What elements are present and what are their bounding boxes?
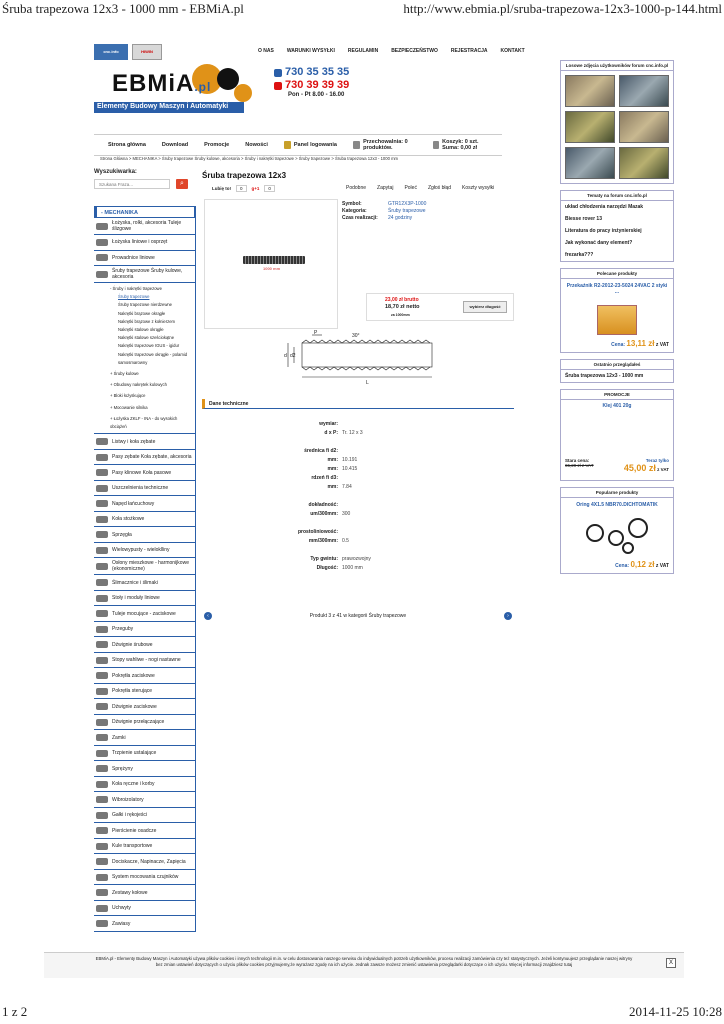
category-icon [96, 438, 108, 445]
subcategory-link[interactable]: Nakrętki brązowe okrągłe [118, 310, 166, 316]
sidebar-category[interactable] [94, 637, 195, 653]
gallery-thumb[interactable] [565, 75, 615, 107]
forum-topics [560, 190, 674, 262]
product-actions [346, 185, 494, 191]
sidebar-category[interactable] [94, 839, 195, 855]
sidebar-category[interactable] [94, 916, 195, 932]
sidebar-category[interactable] [94, 901, 195, 917]
search-button[interactable] [176, 179, 188, 189]
category-icon [96, 595, 108, 602]
search-icon: ⌕ [180, 180, 184, 187]
category-icon [96, 920, 108, 927]
subcategory-link[interactable]: + Śruby kulowe [110, 371, 139, 377]
price-box [366, 293, 514, 321]
social-buttons [212, 185, 275, 192]
gallery-thumb[interactable] [619, 111, 669, 143]
phone-2: 730 39 39 39 [274, 79, 349, 92]
subcategory-link[interactable]: Nakrętki trapezowe IGUS - igidur [118, 343, 180, 349]
print-datetime: 2014-11-25 10:28 [628, 1004, 722, 1019]
category-icon [96, 781, 108, 788]
sidebar-category[interactable] [94, 653, 195, 669]
cnc-forum-logo[interactable]: cnc.info [94, 44, 128, 60]
category-label: Prowadnice liniowe [112, 254, 155, 261]
gallery-thumb[interactable] [565, 147, 615, 179]
logo-subtitle: Elementy Budowy Maszyn i Automatyki [94, 102, 244, 113]
popular-products [560, 487, 674, 574]
web-page [90, 44, 676, 956]
forum-head: Tematy na forum cnc.info.pl [561, 191, 673, 201]
menu-storage[interactable]: Przechowalnia: 0 produktów. [345, 139, 425, 151]
tech-row [202, 545, 514, 554]
sidebar-category[interactable] [94, 870, 195, 886]
sidebar-category[interactable] [94, 684, 195, 700]
category-label: Zamki [112, 734, 126, 741]
category-icon [96, 812, 108, 819]
sidebar-category[interactable] [94, 823, 195, 839]
menu-download[interactable]: Download [161, 142, 189, 148]
tech-row: Długość: 1000 mm [316, 564, 363, 571]
category-icon [96, 469, 108, 476]
relay-image[interactable] [597, 305, 637, 335]
sidebar-category[interactable] [94, 885, 195, 901]
phone-block [274, 66, 349, 98]
category-label: Dociskacze, Napinacze, Zapięcia [112, 858, 186, 865]
tech-row: rdzeń fi d3: [311, 474, 338, 481]
category-icon [96, 254, 108, 261]
tech-row: mm: 10.191 [327, 456, 358, 463]
tech-row [202, 491, 514, 500]
price-gross: 23,00 zł brutto [385, 297, 419, 303]
gallery-thumb[interactable] [619, 147, 669, 179]
print-page-number: 1 z 2 [2, 1004, 28, 1019]
category-icon [96, 843, 108, 850]
category-label: Listwy i koła zębate [112, 438, 156, 445]
category-label: Uchwyty [112, 905, 131, 911]
category-icon [96, 796, 108, 803]
recommended-product-link[interactable]: Przekaźnik R2-2012-23-5024 24VAC 2 styki ... [566, 283, 668, 295]
cookie-banner [44, 952, 684, 978]
nav-security[interactable]: BEZPIECZEŃSTWO [391, 48, 438, 54]
menu-login[interactable]: Panel logowania [276, 141, 345, 149]
category-label: Stopy wahliwe - nogi nastawne [112, 657, 181, 663]
like-button[interactable]: Lubię to! [212, 186, 231, 191]
category-label: Napęd łańcuchowy [112, 500, 155, 507]
pager-text: Produkt 3 z 41 w kategorii Śruby trapezowe [309, 613, 407, 619]
recommended-price: Cena: 13,11 zł z VAT [611, 339, 669, 348]
category-label: Pokrętła sterujące [112, 688, 153, 694]
forum-topic-link[interactable]: Biesse rover 13 [565, 216, 602, 222]
category-label: Ślimacznice i ślimaki [112, 579, 158, 586]
category-icon [96, 239, 108, 246]
sidebar-category[interactable] [94, 591, 195, 607]
category-icon [96, 703, 108, 710]
like-count: 0 [236, 185, 247, 192]
product-main [202, 171, 514, 619]
product-symbol: GTR12X3P-1000 [388, 201, 427, 207]
category-icon [96, 641, 108, 648]
subcategory-link[interactable]: + Łożyska ZKLF - INA - do wysokich obciążeń [110, 415, 178, 430]
search-label: Wyszukiwarka: [94, 169, 137, 175]
right-sidebar [560, 60, 674, 580]
category-label: Trzpienie ustalające [112, 750, 157, 756]
category-icon [96, 688, 108, 695]
svg-text:30°: 30° [352, 333, 360, 339]
nav-register[interactable]: REJESTRACJA [450, 48, 488, 54]
category-icon [96, 223, 108, 230]
nav-about[interactable]: O NAS [258, 48, 274, 54]
svg-text:L: L [366, 380, 369, 386]
phone-1: 730 35 35 35 [274, 66, 349, 79]
category-icon [96, 719, 108, 726]
prev-product-button[interactable]: ‹ [204, 612, 212, 620]
category-icon [96, 626, 108, 633]
recent-product-link[interactable]: Śruba trapezowa 12x3 - 1000 mm [565, 373, 644, 379]
subcategory-link[interactable]: Nakrętki brązowe z kołnierzem [118, 318, 176, 324]
sidebar-category[interactable] [94, 730, 195, 746]
choose-length-button[interactable]: wybierz długość [463, 301, 507, 313]
category-icon [96, 734, 108, 741]
subcategory-link[interactable]: Nakrętki stalowe sześciokątne [118, 335, 175, 341]
svg-text:d: d [284, 353, 287, 359]
menu-promotions[interactable]: Promocje [204, 142, 230, 148]
category-icon [96, 672, 108, 679]
popular-head: Popularne produkty [561, 488, 673, 498]
popular-price: Cena: 0,12 zł z VAT [615, 560, 669, 569]
price-unit: za 1000mm [391, 313, 410, 317]
category-label: System mocowania czujników [112, 874, 179, 880]
category-icon [96, 750, 108, 757]
sidebar-category[interactable] [94, 808, 195, 824]
tech-row: dokładność: [308, 501, 338, 508]
product-category-link[interactable]: Śruby trapezowe [388, 208, 426, 214]
category-label: Wielowypusty - wieloklliny [112, 547, 170, 553]
partner-logo[interactable]: HIWIN [132, 44, 162, 60]
sidebar-category[interactable] [94, 235, 195, 251]
sidebar-category[interactable] [94, 450, 195, 466]
category-icon [96, 454, 108, 461]
category-label: Pierścienie osadcze [112, 827, 157, 834]
sidebar-category[interactable] [94, 792, 195, 808]
category-icon [96, 563, 108, 570]
nav-terms[interactable]: REGULAMIN [347, 48, 379, 54]
main-menu [94, 134, 502, 156]
delivery-time: 24 godziny [388, 215, 413, 221]
sidebar-category[interactable] [94, 746, 195, 762]
recommended-head: Polecane produkty [561, 269, 673, 279]
recommended-products [560, 268, 674, 353]
phone-icon [274, 69, 282, 77]
sidebar-head[interactable]: - MECHANIKA [94, 206, 195, 218]
category-label: Pasy zębate Koła zębate, akcesoria [112, 454, 192, 460]
screw-image [243, 256, 305, 264]
gplus-count: 0 [264, 185, 275, 192]
subcategory-link[interactable]: + Obudowy nakrętek kulowych [110, 382, 167, 388]
nav-shipping[interactable]: WARUNKI WYSYŁKI [286, 48, 335, 54]
cookie-text: EBMiA.pl - Elementy Budowy Maszyn i Automatyki używa plików cookies i innych technologii m.in. w celu dostosowania naszego serwisu do indywidualnych potrzeb użytkowników, procesu realizacji zamówienia czy też statystycznych. Jeżeli kontynuujesz przeglądanie naszej witryny bez zmian ustawień dotyczących o użyciu plików cookies przyjmujemy,że wyrażasz zgodę na ich użycie. Jednak zawsze możesz zmienić ustawienia przeglądarki dotyczące o ich użyciu. Więcej informacji znajdziesz tutaj [95, 956, 633, 967]
tech-row: mm: 7.84 [327, 483, 352, 490]
category-icon [96, 765, 108, 772]
category-label: Śruby trapezowe Śruby kulowe, akcesoria [112, 268, 183, 280]
gplus-button[interactable]: g+1 [251, 186, 260, 191]
category-icon [96, 500, 108, 507]
sidebar-category[interactable] [94, 668, 195, 684]
promo-product-link[interactable]: Klej 401 20g [602, 403, 632, 409]
category-icon [96, 579, 108, 586]
sidebar-category[interactable] [94, 543, 195, 559]
category-label: Dźwignie zaciskowe [112, 703, 157, 710]
tech-row: mm: 10.415 [327, 465, 358, 472]
action-recommend[interactable]: Poleć [404, 185, 417, 191]
sidebar-category[interactable] [94, 854, 195, 870]
category-label: Osłony mieszkowe - harmonijkowe (ekonomiczne) [112, 560, 189, 573]
print-url: http://www.ebmia.pl/sruba-trapezowa-12x3-1000-p-144.html [403, 1, 722, 16]
category-label: Tuleje mocujące - zaciskowe [112, 610, 176, 617]
category-label: Przeguby [112, 626, 134, 632]
action-similar[interactable]: Podobne [346, 185, 367, 191]
category-label: Sprzęgła [112, 531, 132, 538]
sidebar-category[interactable] [94, 496, 195, 512]
gallery-thumb[interactable] [619, 75, 669, 107]
category-label: Dźwignie śrubowe [112, 641, 153, 648]
category-icon [96, 827, 108, 834]
tech-row: Typ gwintu: prawozwojny [310, 555, 371, 562]
print-footer [0, 1004, 724, 1024]
category-icon [96, 657, 108, 664]
menu-home[interactable]: Strona główna [108, 142, 146, 148]
sidebar-category[interactable] [94, 761, 195, 777]
category-icon [96, 610, 108, 617]
category-label: Zestawy kołowe [112, 889, 148, 896]
action-shipping-costs[interactable]: Koszty wysyłki [462, 185, 495, 191]
category-icon [96, 547, 108, 554]
image-length-label: 1000 mm [263, 266, 281, 271]
print-header [0, 0, 724, 22]
sidebar-category[interactable] [94, 575, 195, 591]
promo-head: PROMOCJE [561, 390, 673, 400]
category-icon [96, 485, 108, 492]
category-label: Sprężyny [112, 765, 133, 772]
price-net: 18,70 zł netto [385, 304, 420, 310]
technical-drawing [282, 329, 444, 387]
opening-hours: Pon - Pt 8.00 - 16.00 [288, 92, 345, 98]
sidebar-category[interactable] [94, 481, 195, 497]
category-icon [96, 531, 108, 538]
forum-topic-link[interactable]: Jak wykonać dany element? [565, 240, 633, 246]
sidebar-category[interactable] [94, 465, 195, 481]
subcategory-link[interactable]: Śruby trapezowe [118, 294, 150, 300]
sidebar-category[interactable] [94, 558, 195, 575]
gallery-thumb[interactable] [565, 111, 615, 143]
category-label: Uszczelnienia techniczne [112, 485, 169, 491]
category-label: Wibroizolatory [112, 796, 144, 803]
subcategory-link[interactable]: Nakrętki trapezowe okrągłe - polamid samosmarowny [118, 351, 188, 365]
category-icon [96, 905, 108, 912]
product-specs: Symbol: GTR12X3P-1000 Kategoria: Śruby trapezowe Czas realizacji: 24 godziny [342, 201, 427, 221]
category-label: Koła ręczne i korby [112, 781, 155, 787]
tech-data-table [202, 419, 514, 572]
forum-topic-link[interactable]: frezarka??? [565, 252, 594, 258]
category-label: Łożyska, rolki, akcesoria Tuleje ślizgowe [112, 220, 182, 232]
subcategory-link[interactable]: + Bloki łożyskujące [110, 393, 146, 399]
lock-icon [284, 141, 291, 149]
search-input[interactable] [94, 179, 170, 189]
sidebar-category[interactable] [94, 527, 195, 543]
sidebar-category[interactable] [94, 434, 195, 450]
svg-text:d2: d2 [290, 353, 296, 359]
product-title: Śruba trapezowa 12x3 [202, 171, 287, 180]
top-nav [258, 48, 525, 54]
action-report-error[interactable]: Zgłoś błąd [427, 185, 452, 191]
next-product-button[interactable]: › [504, 612, 512, 620]
category-icon [96, 271, 108, 278]
sidebar-category[interactable] [94, 622, 195, 638]
tech-data-header: Dane techniczne [202, 399, 514, 409]
category-icon [96, 889, 108, 896]
subcategory-link[interactable]: Nakrętki stalowe okrągłe [118, 327, 164, 333]
category-icon [96, 874, 108, 881]
menu-cart[interactable]: Koszyk: 0 szt. Suma: 0,00 zł [425, 139, 495, 151]
sidebar-category[interactable] [94, 715, 195, 731]
promo-new-price: Teraz tylko 45,00 zł z VAT [623, 458, 669, 473]
popular-product-link[interactable]: Oring 4X1.5 NBR70.DICHTOMATIK [576, 502, 658, 508]
product-image[interactable] [204, 199, 338, 329]
ebmia-logo[interactable] [92, 64, 242, 116]
nav-contact[interactable]: KONTAKT [500, 48, 525, 54]
svg-text:P: P [314, 330, 318, 336]
subcategory-link[interactable]: Śruby trapezowe nierdzewne [118, 302, 173, 308]
forum-gallery [560, 60, 674, 184]
gallery-head: Losowe zdjęcia użytkowników forum cnc.info.pl [561, 61, 673, 71]
phone-icon [274, 82, 282, 90]
logo-text: EBMiA.pl [112, 70, 212, 97]
tech-row: d x P: Tr. 12 x 3 [324, 429, 363, 436]
tech-row: średnica fi d2: [304, 447, 338, 454]
breadcrumb[interactable]: Strona Główna > MECHANIKA > Śruby trapezowe Śruby kulowe, akcesoria > Śruby i nakrętki trapezowe > Śruby trapezowe > Śruba trapezowa 12x3 - 1000 mm [100, 156, 399, 161]
promotions-box [560, 389, 674, 481]
sidebar-category[interactable] [94, 218, 195, 235]
sidebar-category[interactable] [94, 512, 195, 528]
tech-row: wymiar: [319, 420, 338, 427]
subcategory-link[interactable]: + Mocowanie silnika [110, 404, 148, 410]
tech-row: um/300mm: 300 [310, 510, 351, 517]
subcategory-link[interactable]: - Śruby i nakrętki trapezowe [110, 286, 162, 291]
menu-news[interactable]: Nowości [245, 142, 268, 148]
storage-icon [353, 141, 360, 149]
category-label: Stoły i moduły liniowe [112, 595, 160, 601]
category-label: Pasy klinowe Koła pasowe [112, 469, 172, 476]
category-label: Kule transportowe [112, 843, 153, 849]
category-label: Pokrętła zaciskowe [112, 672, 155, 679]
category-icon [96, 858, 108, 865]
sidebar-category[interactable] [94, 606, 195, 622]
subcategory-list [94, 283, 195, 434]
category-label: Dźwignie przełączające [112, 719, 165, 725]
cart-icon [433, 141, 439, 149]
category-icon [96, 516, 108, 523]
sidebar-category[interactable] [94, 699, 195, 715]
tech-row: mm/300mm: 0.5 [308, 537, 349, 544]
category-label: Zawiasy [112, 920, 131, 927]
print-title: Śruba trapezowa 12x3 - 1000 mm - EBMiA.pl [2, 1, 244, 16]
tech-row [202, 437, 514, 446]
forum-topic-link[interactable]: Literatura do pracy inżynierskiej [565, 228, 642, 234]
forum-topic-link[interactable]: układ chłodzenia narzędzi Mazak [565, 204, 644, 210]
category-label: Łożyska liniowe i osprzęt [112, 239, 168, 246]
oring-image[interactable] [582, 516, 652, 556]
tech-row: prostoliniowość: [298, 528, 338, 535]
sidebar-category[interactable] [94, 251, 195, 267]
sidebar-category[interactable] [94, 777, 195, 793]
category-label: Gałki i rękojeści [112, 812, 148, 818]
cookie-close-button[interactable]: X [666, 958, 676, 968]
product-pager [202, 611, 514, 621]
gear-icon [234, 84, 252, 102]
tech-row [202, 518, 514, 527]
recently-viewed [560, 359, 674, 383]
category-label: Koła stożkowe [112, 516, 145, 522]
category-sidebar [94, 206, 196, 932]
sidebar-category[interactable] [94, 266, 195, 283]
promo-old-price: Stara cena: 65,29 zł z VAT [565, 458, 594, 468]
recent-head: Ostatnio przeglądałeś [561, 360, 673, 370]
action-ask[interactable]: Zapytaj [377, 185, 394, 191]
